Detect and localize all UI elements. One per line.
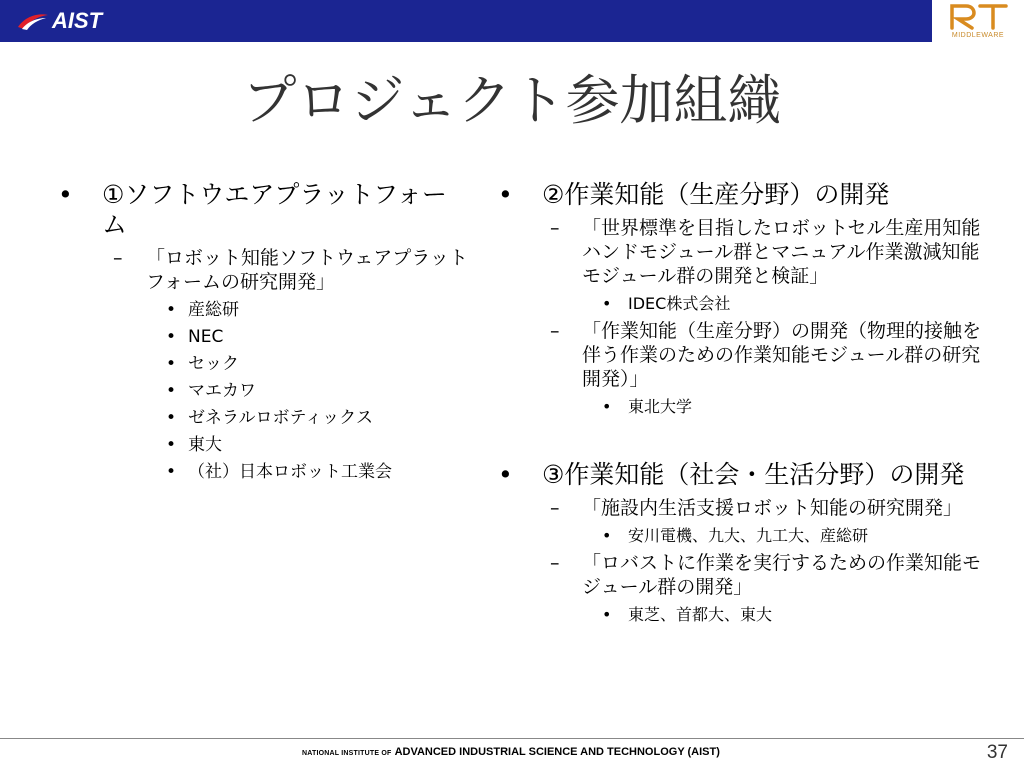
page-number: 37 xyxy=(986,742,1008,763)
aist-logo-text: AIST xyxy=(52,8,103,33)
member-name: 東大 xyxy=(188,435,222,455)
member-item xyxy=(498,292,988,316)
sub-bullet-software-project xyxy=(58,246,468,294)
member-item xyxy=(58,325,468,349)
member-name: 東芝、首都大、東大 xyxy=(628,605,773,624)
member-name: 安川電機、九大、九工大、産総研 xyxy=(628,526,869,545)
dash-marker: – xyxy=(113,247,123,269)
heading-social-life-task: ③作業知能（社会・生活分野）の開発 xyxy=(542,460,965,489)
rt-logo-subtitle: MIDDLEWARE xyxy=(951,32,1005,39)
right-column xyxy=(498,180,988,630)
footer-institute xyxy=(302,746,720,758)
bullet-marker: • xyxy=(166,462,177,482)
bullet-marker: • xyxy=(602,605,612,624)
dash-marker: – xyxy=(550,217,560,239)
member-name: NEC xyxy=(188,327,224,347)
rt-middleware-logo xyxy=(932,0,1024,42)
bullet-software-platform xyxy=(58,180,468,240)
bullet-marker: • xyxy=(166,381,177,401)
bullet-marker: • xyxy=(498,180,513,209)
bullet-production-task xyxy=(498,180,988,210)
heading-software-platform: ①ソフトウエアプラットフォーム xyxy=(102,180,447,239)
slide-title: プロジェクト参加組織 xyxy=(242,69,782,132)
physical-contact-title: 「作業知能（生産分野）の開発（物理的接触を伴う作業のための作業知能モジュール群の研究開発）」 xyxy=(582,320,982,390)
bullet-marker: • xyxy=(166,435,177,455)
member-name: セック xyxy=(188,354,239,374)
cell-production-title: 「世界標準を目指したロボットセル生産用知能ハンドモジュール群とマニュアル作業激減知能モジュール群の開発と検証」 xyxy=(582,217,981,287)
aist-logo xyxy=(16,7,102,35)
sub-bullet-cell-production xyxy=(498,216,988,288)
member-name: 東北大学 xyxy=(628,397,693,416)
member-name: IDEC株式会社 xyxy=(628,294,731,313)
member-name: マエカワ xyxy=(188,381,256,401)
bullet-marker: • xyxy=(166,300,177,320)
dash-marker: – xyxy=(550,320,560,342)
robust-task-title: 「ロバストに作業を実行するための作業知能モジュール群の開発」 xyxy=(582,552,982,598)
bullet-marker: • xyxy=(166,327,177,347)
dash-marker: – xyxy=(550,552,560,574)
bullet-marker: • xyxy=(166,408,177,428)
footer-big-text: ADVANCED INDUSTRIAL SCIENCE AND TECHNOLOGY (AIST) xyxy=(394,746,720,758)
member-name: （社）日本ロボット工業会 xyxy=(188,462,392,482)
bullet-marker: • xyxy=(58,180,73,209)
member-item xyxy=(58,460,468,484)
member-item xyxy=(58,379,468,403)
left-column xyxy=(58,180,468,487)
sub-bullet-physical-contact xyxy=(498,319,988,391)
bullet-marker: • xyxy=(602,526,612,545)
bullet-marker: • xyxy=(602,294,612,313)
sub-bullet-facility-support xyxy=(498,496,988,520)
footer-divider xyxy=(0,738,1024,739)
aist-swoosh-icon xyxy=(16,9,50,33)
facility-support-title: 「施設内生活支援ロボット知能の研究開発」 xyxy=(582,497,963,519)
bullet-marker: • xyxy=(602,397,612,416)
header-bar xyxy=(0,0,1024,42)
bullet-social-life-task xyxy=(498,460,988,490)
footer-small-text: NATIONAL INSTITUTE OF xyxy=(302,750,392,757)
software-project-title: 「ロボット知能ソフトウェアプラットフォームの研究開発」 xyxy=(146,247,468,293)
member-name: 産総研 xyxy=(188,300,239,320)
heading-production-task: ②作業知能（生産分野）の開発 xyxy=(542,180,890,209)
member-item xyxy=(498,524,988,548)
sub-bullet-robust-task xyxy=(498,551,988,599)
dash-marker: – xyxy=(550,497,560,519)
bullet-marker: • xyxy=(498,460,513,489)
member-item xyxy=(58,433,468,457)
spacer xyxy=(498,422,988,460)
bullet-marker: • xyxy=(166,354,177,374)
rt-logo-icon xyxy=(946,2,1010,30)
member-name: ゼネラルロボティックス xyxy=(188,408,373,428)
member-item xyxy=(58,406,468,430)
member-item xyxy=(58,352,468,376)
member-item xyxy=(498,603,988,627)
member-item xyxy=(58,298,468,322)
member-item xyxy=(498,395,988,419)
